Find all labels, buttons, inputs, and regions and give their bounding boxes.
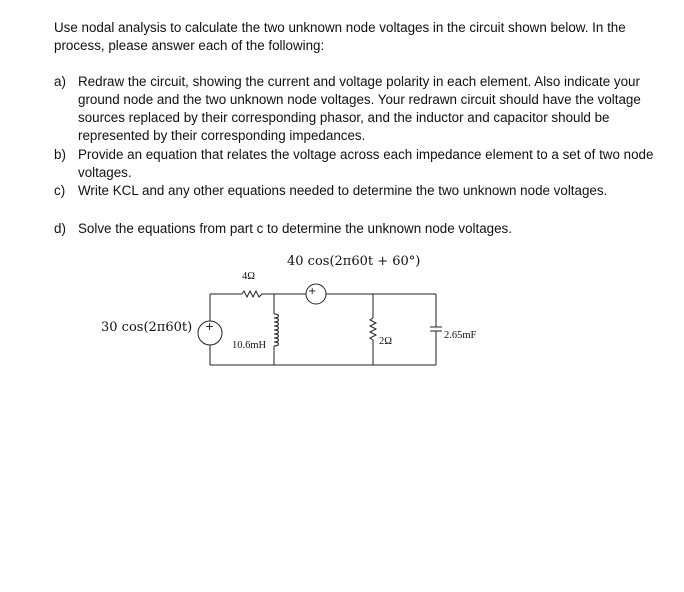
question-label: b) [54,147,66,162]
question-label: a) [54,74,66,89]
capacitor-icon [430,327,442,331]
source-top-label: 40 cos(2π60t + 60°) [287,254,421,269]
question-label: d) [54,221,66,236]
question-text: Solve the equations from part c to determine the unknown node voltages. [78,221,512,236]
inductor-label: 10.6mH [232,340,267,351]
source-left-label: 30 cos(2π60t) [101,320,193,335]
capacitor-label: 2.65mF [444,330,477,341]
resistor-4ohm-icon [242,291,262,297]
resistor-4ohm-label: 4Ω [242,271,256,282]
question-label: c) [54,183,66,198]
question-text: Provide an equation that relates the voltage across each impedance element to a set of two node voltages. [78,147,654,180]
problem-intro: Use nodal analysis to calculate the two unknown node voltages in the circuit shown below. In the process, please answer each of the following: [54,20,626,53]
source-left-plus: + [205,320,215,333]
resistor-2ohm-icon [370,318,376,340]
question-text: Write KCL and any other equations needed to determine the two unknown node voltages. [78,183,608,198]
inductor-icon [274,314,279,346]
resistor-2ohm-label: 2Ω [379,336,393,347]
question-text: Redraw the circuit, showing the current and voltage polarity in each element. Also indicate your ground node and the two unknown node voltages. Your redrawn circuit should have the voltage sources replaced by their corresponding phasor, and the inductor and capacitor should be represented by their corresponding impedances. [78,74,641,143]
source-top-plus: + [308,286,317,297]
